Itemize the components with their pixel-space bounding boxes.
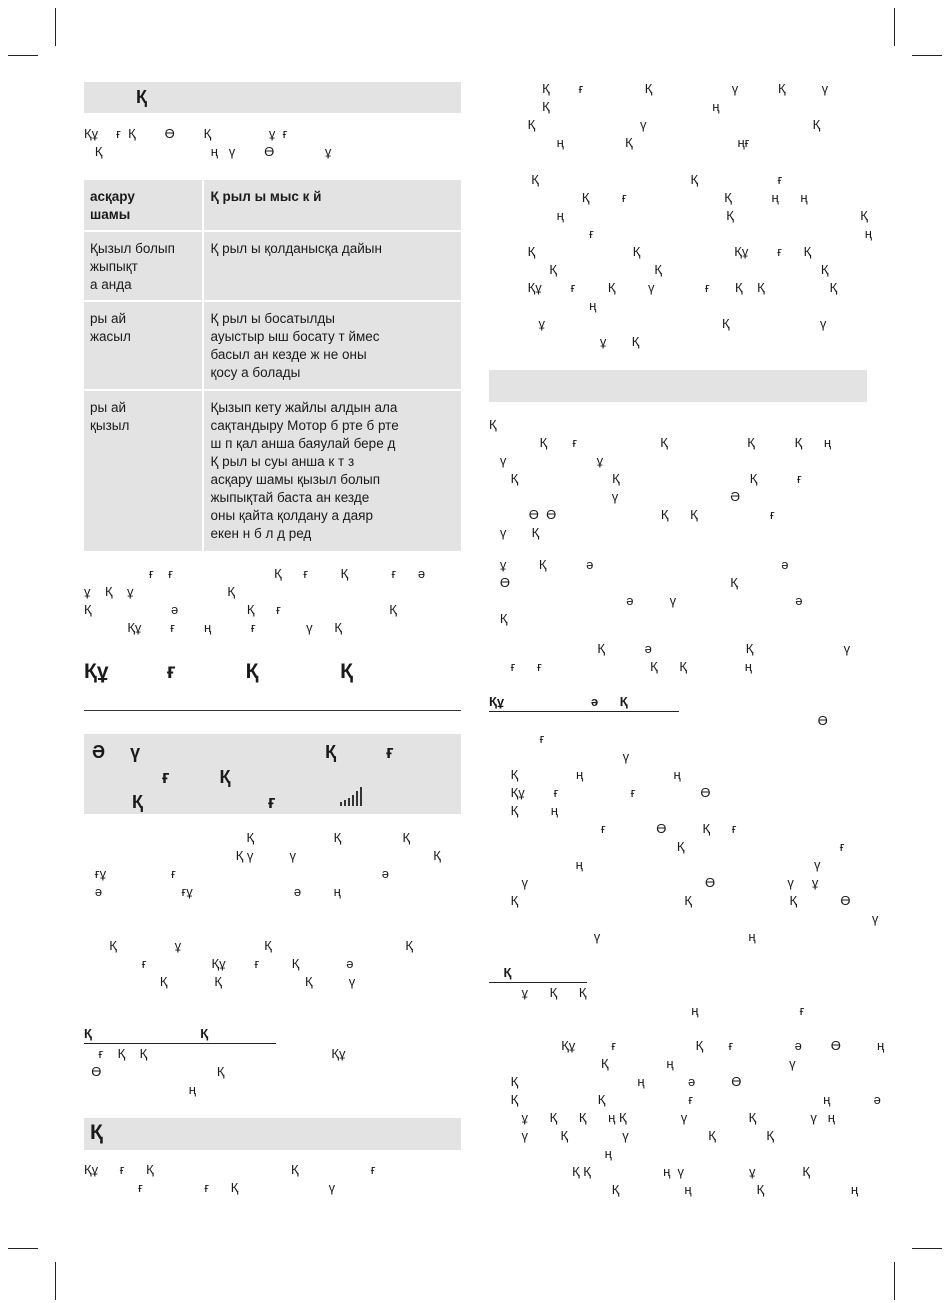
section-title-line: Қ ғ [92,792,276,812]
section-band-care [84,1118,461,1150]
table-cell: ры ай қызыл [83,390,203,552]
table-row [83,231,462,301]
table-cell: Қ рыл ы босатылды ауыстыр ыш босату т ймес басыл ан кезде ж не оны қосу а болады [203,301,462,390]
table-cell: ры ай жасыл [83,301,203,390]
signal-bars-icon [340,786,364,806]
right-paragraph-1: Қ ғ Қ ү Қ ү Қ ң Қ ү Қ ң Қ ңғ [527,81,829,150]
table-cell: Қызып кету жайлы алдын ала сақтандыру Мотор б рте б рте ш п қал анша баяулай бере д Қ рыл ы суы анша к т з асқару шамы қызыл болып жыпықтай баста ан кезде оны қайта қолдану а даяр екен н б л д ред [203,390,462,552]
right-paragraph-6: Ө ғ ү Қ ң ң Құ ғ ғ Ө Қ ң ғ Ө Қ ғ Қ ғ ң ү ү Ө ү ұ Қ Қ Қ Ө ү ү ң [510,713,879,944]
right-paragraph-7: ұ Қ Қ ң ғ [521,985,805,1018]
care-paragraph: Құ ғ Қ Қ ғ ғ ғ Қ ү [84,1162,376,1195]
section-band-indicator [84,82,461,113]
crop-mark-bottom-left-h [8,1248,38,1249]
table-row [83,390,462,552]
table-cell: Қызыл болып жыпықт а анда [83,231,203,301]
crop-mark-bottom-right-h [912,1248,942,1249]
section-intro-text: Құ ғ Қ Ө Қ ұ ғ Қ ң ү Ө ұ [84,126,332,159]
crop-mark-top-left-h [8,55,38,56]
right-paragraph-4: ұ Қ ә ә Ө Қ ә ү ә Қ [499,557,803,626]
section-title: Қ [90,1121,103,1144]
section-title: Қ [136,87,147,107]
right-paragraph-3: Қ Қ ғ Қ Қ Қ ң ү ұ Қ Қ Қ ғ ү Ә Ө Ө Қ Қ ғ ү Қ [489,417,831,540]
divider-line [84,710,461,711]
section-band-right [489,370,867,402]
table-header-cell: Қ рыл ы мыс к й [203,179,462,231]
table-header-cell: асқару шамы [83,179,203,231]
section-band-power-control [84,734,461,814]
crop-mark-bottom-left-v [55,1262,56,1300]
right-paragraph-8: Құ ғ Қ ғ ә Ө ң Қ ң ү Қ ң ә Ө Қ Қ ғ ң ә ұ Қ Қ ң Қ ү Қ ү ң ү Қ ү Қ Қ ң Қ Қ ң ү ұ Қ Қ ң Қ ң [510,1038,885,1197]
crop-mark-top-right-h [912,55,942,56]
subheading: Қ [489,964,587,983]
subheading: Қ Қ [84,1025,276,1044]
crop-mark-top-right-v [894,8,895,46]
table-header-row [83,179,462,231]
note-paragraph: ғ ғ Қ ғ Қ ғ ә ұ Қ ұ Қ Қ ә Қ ғ Қ Құ ғ ң ғ ү Қ [84,566,426,635]
section-title-line: ғ Қ [92,767,231,787]
subheading: Құ ә Қ [489,693,679,712]
power-paragraph-2: Қ ұ Қ Қ ғ Құ ғ Қ ә Қ Қ Қ ү [109,938,413,989]
right-paragraph-2: Қ Қ ғ Қ ғ Қ ң ң ң Қ Қ ғ ң Қ Қ Құ ғ Қ Қ Қ Қ Құ ғ Қ ү ғ Қ Қ Қ ң ұ Қ ү ұ Қ [527,172,872,349]
table-row [83,301,462,390]
table-cell: Қ рыл ы қолданысқа дайын [203,231,462,301]
indicator-table [82,178,463,553]
crop-mark-bottom-right-v [894,1262,895,1300]
subheading-paragraph: ғ Қ Қ Құ Ө Қ ң [91,1046,346,1097]
right-paragraph-5: Қ ә Қ ү ғ ғ Қ Қ ң [510,641,851,674]
power-paragraph-1: Қ Қ Қ Қ ү ү Қ ғұ ғ ә ә ғұ ә ң [94,830,441,899]
section-title-line: Ә ү Қ ғ [92,742,394,762]
big-heading: Құ ғ Қ Қ [84,660,353,683]
crop-mark-top-left-v [55,8,56,46]
